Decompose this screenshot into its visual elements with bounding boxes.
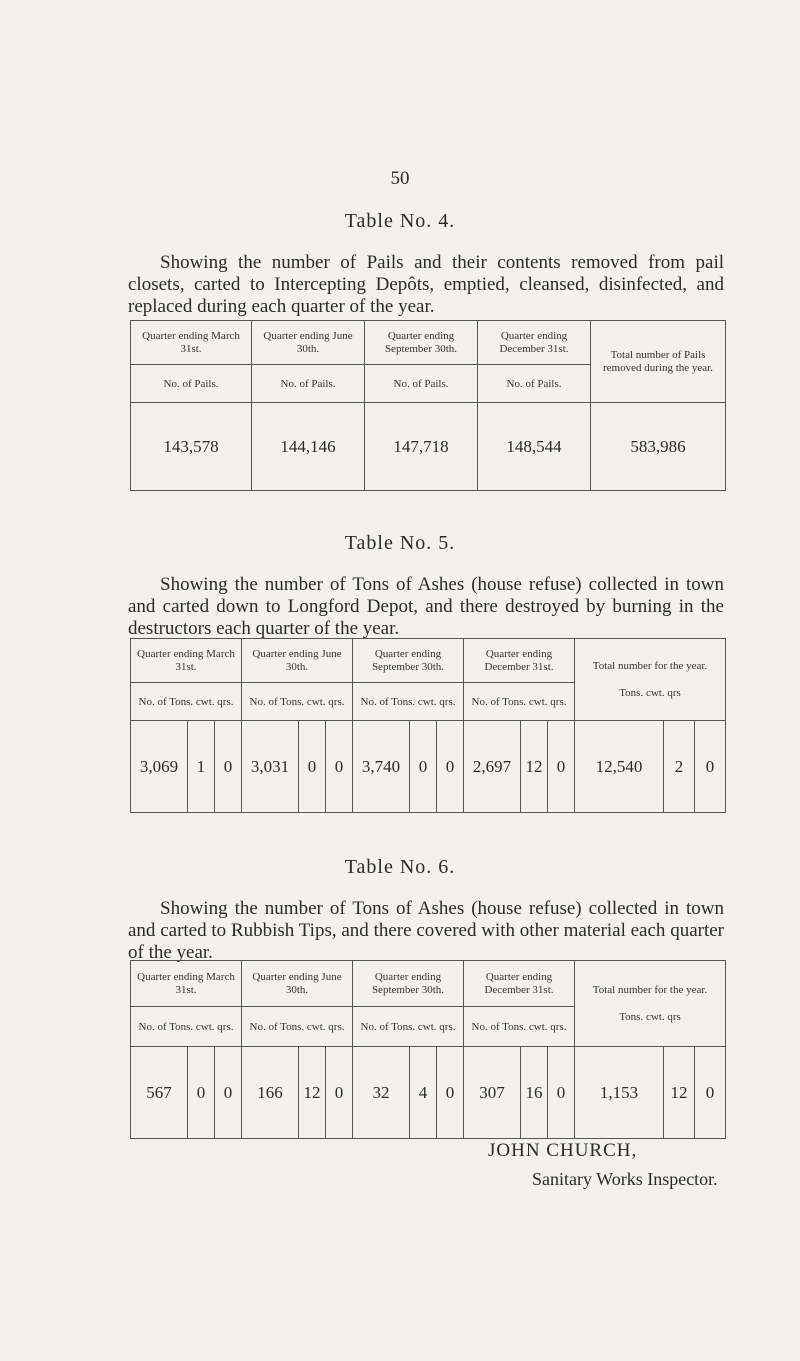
table5-unit-label: No. of Tons. cwt. qrs. — [131, 683, 242, 721]
table5-description: Showing the number of Tons of Ashes (house refuse) collected in town and carted down to Longford Depot, and there destroyed by burning in the destructors each quarter of the year. — [128, 574, 724, 639]
signature-title: Sanitary Works Inspector. — [532, 1169, 718, 1189]
table6-unit-label: No. of Tons. cwt. qrs. — [353, 1007, 464, 1047]
table6-q4-tons: 307 — [464, 1047, 521, 1139]
table4-header-q2: Quarter ending June 30th. — [252, 321, 365, 365]
table6-total-qrs: 0 — [695, 1047, 726, 1139]
table6-q4-qrs: 0 — [548, 1047, 575, 1139]
table4-value-q2: 144,146 — [252, 403, 365, 491]
table6-header-total — [575, 961, 726, 1047]
signature-name: JOHN CHURCH, — [488, 1140, 638, 1161]
table6-q2-qrs: 0 — [326, 1047, 353, 1139]
table4-unit-label: No. of Pails. — [478, 365, 591, 403]
table4-header-q4: Quarter ending December 31st. — [478, 321, 591, 365]
table5 — [130, 638, 726, 813]
table6-q1-cwt: 0 — [188, 1047, 215, 1139]
table5-q3-tons: 3,740 — [353, 721, 410, 813]
table5-q2-cwt: 0 — [299, 721, 326, 813]
table6 — [130, 960, 726, 1139]
table6-title: Table No. 6. — [344, 856, 456, 878]
page-number: 50 — [390, 168, 410, 189]
table5-header-total — [575, 639, 726, 721]
table4-value-q4: 148,544 — [478, 403, 591, 491]
table5-title: Table No. 5. — [344, 532, 456, 554]
table6-q3-tons: 32 — [353, 1047, 410, 1139]
table5-header-q2: Quarter ending June 30th. — [242, 639, 353, 683]
table6-total-cwt: 12 — [664, 1047, 695, 1139]
table5-header-q1: Quarter ending March 31st. — [131, 639, 242, 683]
table4-description: Showing the number of Pails and their contents removed from pail closets, carted to Intercepting Depôts, emptied, cleansed, disinfected, and replaced during each quarter of the year. — [128, 252, 724, 317]
table6-total-unit-label: Tons. cwt. qrs — [619, 1010, 681, 1023]
table6-total-label: Total number for the year. — [592, 983, 708, 996]
table6-header-q3: Quarter ending September 30th. — [353, 961, 464, 1007]
table6-header-q2: Quarter ending June 30th. — [242, 961, 353, 1007]
table6-unit-label: No. of Tons. cwt. qrs. — [131, 1007, 242, 1047]
table4-header-q1: Quarter ending March 31st. — [131, 321, 252, 365]
table5-unit-label: No. of Tons. cwt. qrs. — [353, 683, 464, 721]
table4-header-q3: Quarter ending September 30th. — [365, 321, 478, 365]
table6-q3-qrs: 0 — [437, 1047, 464, 1139]
table5-q4-qrs: 0 — [548, 721, 575, 813]
table5-unit-label: No. of Tons. cwt. qrs. — [464, 683, 575, 721]
table5-total-label: Total number for the year. — [592, 659, 708, 672]
table4-header-total: Total number of Pails removed during the year. — [591, 321, 726, 403]
table5-total-tons: 12,540 — [575, 721, 664, 813]
table5-header-q4: Quarter ending December 31st. — [464, 639, 575, 683]
table6-q1-tons: 567 — [131, 1047, 188, 1139]
table6-q4-cwt: 16 — [521, 1047, 548, 1139]
table6-q3-cwt: 4 — [410, 1047, 437, 1139]
table5-header-q3: Quarter ending September 30th. — [353, 639, 464, 683]
table5-total-qrs: 0 — [695, 721, 726, 813]
table5-q2-qrs: 0 — [326, 721, 353, 813]
table5-q3-cwt: 0 — [410, 721, 437, 813]
table4-unit-label: No. of Pails. — [365, 365, 478, 403]
table6-q1-qrs: 0 — [215, 1047, 242, 1139]
table6-description: Showing the number of Tons of Ashes (house refuse) collected in town and carted to Rubbish Tips, and there covered with other material each quarter of the year. — [128, 898, 724, 963]
table5-q4-tons: 2,697 — [464, 721, 521, 813]
table6-q2-tons: 166 — [242, 1047, 299, 1139]
table4-value-q3: 147,718 — [365, 403, 478, 491]
table5-unit-label: No. of Tons. cwt. qrs. — [242, 683, 353, 721]
table6-header-q1: Quarter ending March 31st. — [131, 961, 242, 1007]
table6-q2-cwt: 12 — [299, 1047, 326, 1139]
table5-total-unit-label: Tons. cwt. qrs — [619, 686, 681, 699]
table5-q1-tons: 3,069 — [131, 721, 188, 813]
table4-unit-label: No. of Pails. — [252, 365, 365, 403]
table6-unit-label: No. of Tons. cwt. qrs. — [464, 1007, 575, 1047]
table4 — [130, 320, 726, 491]
table6-total-tons: 1,153 — [575, 1047, 664, 1139]
table4-unit-label: No. of Pails. — [131, 365, 252, 403]
table5-total-cwt: 2 — [664, 721, 695, 813]
table5-q1-cwt: 1 — [188, 721, 215, 813]
table4-value-total: 583,986 — [591, 403, 726, 491]
table6-header-q4: Quarter ending December 31st. — [464, 961, 575, 1007]
table5-q4-cwt: 12 — [521, 721, 548, 813]
table4-title: Table No. 4. — [344, 210, 456, 232]
table5-q2-tons: 3,031 — [242, 721, 299, 813]
table5-q3-qrs: 0 — [437, 721, 464, 813]
table4-value-q1: 143,578 — [131, 403, 252, 491]
table6-unit-label: No. of Tons. cwt. qrs. — [242, 1007, 353, 1047]
table5-q1-qrs: 0 — [215, 721, 242, 813]
